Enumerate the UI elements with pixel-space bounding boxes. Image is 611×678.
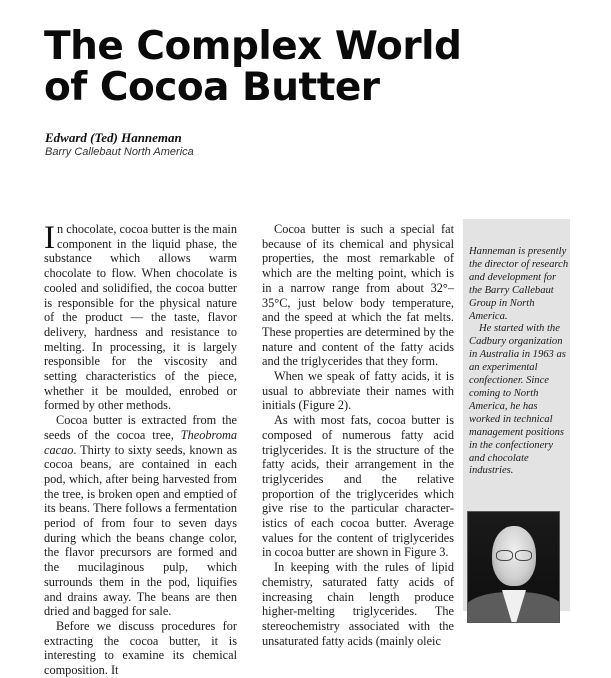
- author-affiliation: Barry Callebaut North America: [45, 146, 194, 158]
- bio-paragraph: He started with the Cadbury organization in Australia in 1963 as an experimental confectioner. Since coming to North America, he has worked in technical management positions in the confectionery and chocolate industries.: [469, 323, 566, 477]
- paragraph: In chocolate, cocoa butter is the main component in the liquid phase, the substance which allows warm chocolate to flow. When chocolate is cooled and solidified, the cocoa butter is responsible for the physical nature of the product — the taste, flavor delivery, hardness and resistance to melting. In processing, it is largely responsible for the viscosity and setting characteristics of the piece, whether it be moulded, enrobed or formed by other methods.: [44, 220, 237, 413]
- author-byline: [45, 130, 194, 159]
- body-column-2: [262, 222, 454, 648]
- author-bio-sidebar: [463, 219, 570, 611]
- article-title: [44, 26, 461, 108]
- paragraph: Cocoa butter is such a special fat because of its chemical and physical properties, the most remarkable of which are the melting point, which is in a narrow range from about 32°–35°C, just below body temperature, and the speed at which the fat melts. These properties are determined by the nature and content of the fatty acids and the triglycerides that they form.: [262, 222, 454, 369]
- body-column-1: [44, 222, 237, 678]
- paragraph: As with most fats, cocoa butter is composed of numerous fatty acid triglycerides. It is the structure of the fatty acids, their arrangement in the triglycerides and the relative proportion of the triglycerides which give rise to the particular characteristics of each cocoa butter. Average values for the content of triglycerides in cocoa butter are shown in Figure 3.: [262, 413, 454, 560]
- bio-paragraph: Hanneman is presently the director of research and development for the Barry Callebaut Group in North America.: [469, 246, 569, 322]
- paragraph: In keeping with the rules of lipid chemistry, saturated fatty acids of increasing chain length produce higher-melting triglycerides. The stereochemistry associated with the unsaturated fatty acids (mainly oleic: [262, 560, 454, 648]
- species-name: Theobroma cacao: [44, 427, 237, 457]
- author-bio: [469, 246, 569, 478]
- drop-cap: I: [44, 220, 55, 256]
- paragraph: Cocoa butter is extracted from the seeds of the cocoa tree, Theobroma cacao. Thirty to sixty seeds, known as cocoa beans, are contained in each pod, which, after being harvested from the tree, is broken open and emptied of its beans. There follows a fermentation period of from four to seven days during which the beans change color, the flavor precursors are formed and the mucilaginous pulp, which surrounds them in the pod, liquifies and drains away. The beans are then dried and bagged for sale.: [44, 413, 237, 619]
- title-line-2: of Cocoa Butter: [44, 65, 380, 110]
- author-name: Edward (Ted) Hanneman: [45, 130, 182, 145]
- author-photo: [467, 511, 560, 623]
- title-line-1: The Complex World: [44, 24, 462, 69]
- paragraph: When we speak of fatty acids, it is usual to abbreviate their names with initials (Figure 2).: [262, 369, 454, 413]
- paragraph: Before we discuss procedures for extracting the cocoa butter, it is interesting to examine its chemical composition. It: [44, 618, 237, 678]
